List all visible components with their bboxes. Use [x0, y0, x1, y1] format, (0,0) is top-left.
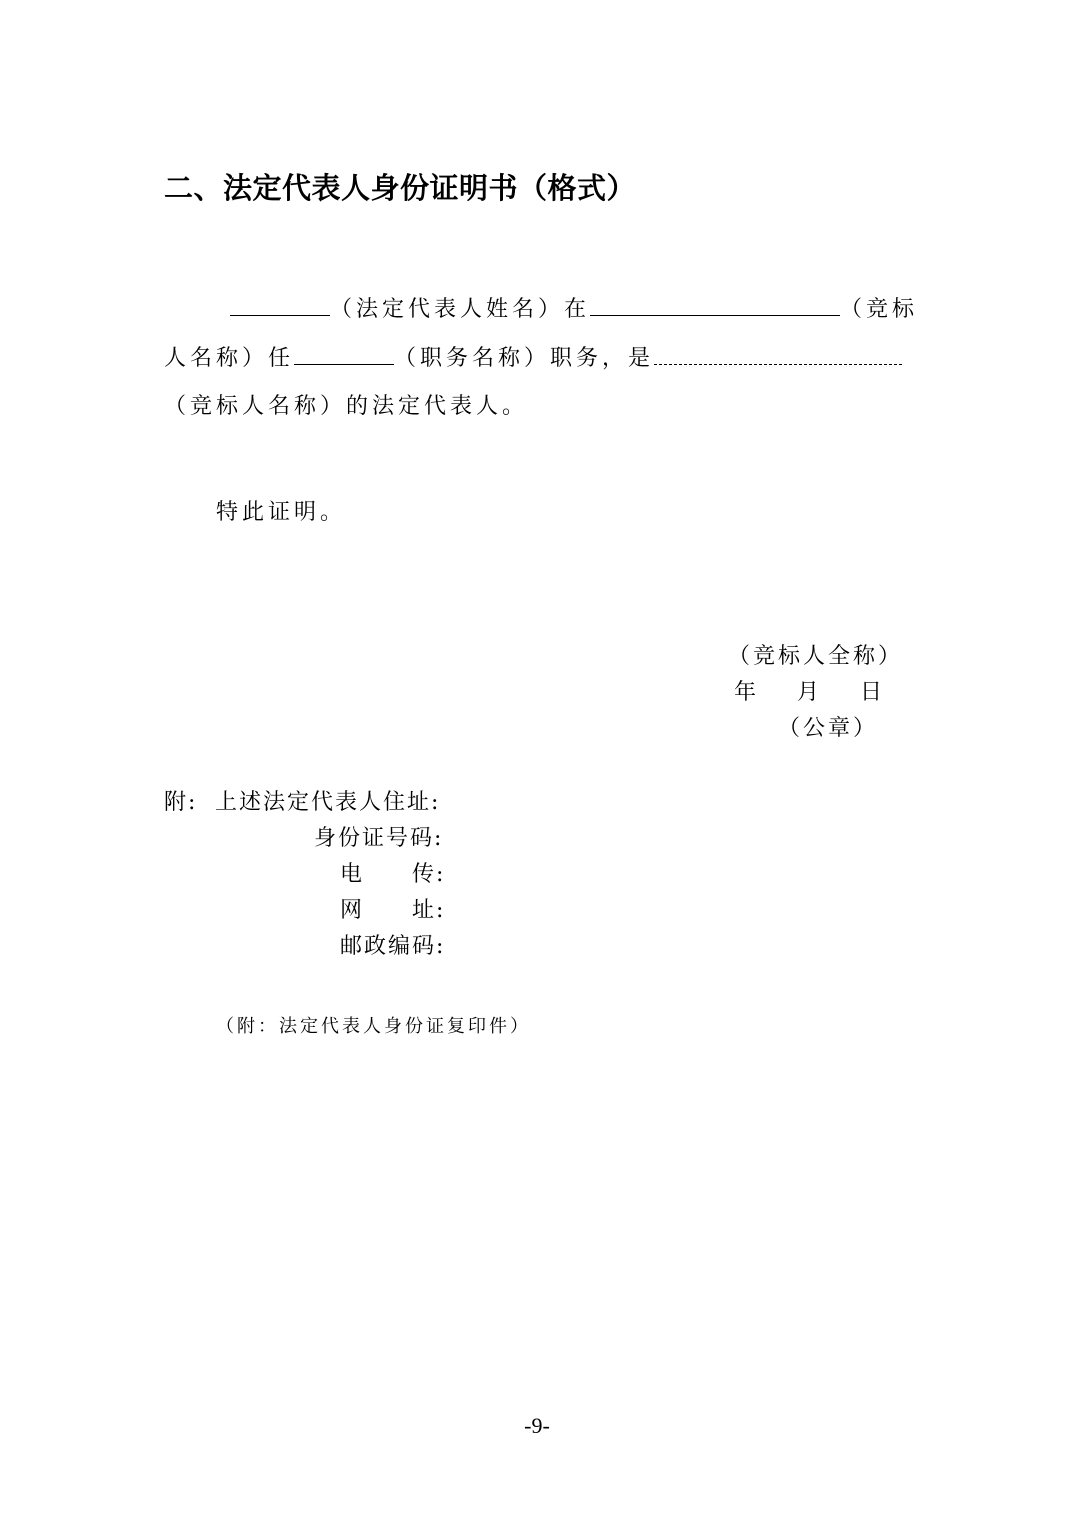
attachment-website-label: 网 址:: [340, 898, 446, 923]
id-copy-note: （附：法定代表人身份证复印件）: [216, 1016, 531, 1037]
paragraph-line-1: [230, 293, 918, 325]
bidder-label-part2: 人名称）任: [164, 346, 295, 371]
attachment-id-number-label: 身份证号码:: [314, 826, 444, 851]
page-number: -9-: [524, 1413, 550, 1438]
position-blank[interactable]: [294, 342, 394, 365]
date-month-label: 月: [797, 680, 823, 705]
paragraph-line-3: （竞标人名称）的法定代表人。: [164, 394, 529, 419]
rep-name-blank[interactable]: [230, 293, 330, 316]
bidder-name-dashed-blank[interactable]: [654, 342, 902, 365]
bidder-label-part1: （竞标: [840, 297, 919, 322]
bidder-full-name-label: （竞标人全称）: [728, 644, 904, 669]
position-label: （职务名称）职务，是: [394, 346, 655, 371]
bidder-name-blank[interactable]: [590, 293, 840, 316]
attachment-postcode-label: 邮政编码:: [340, 934, 446, 959]
seal-label: （公章）: [778, 716, 879, 741]
date-day-label: 日: [860, 680, 886, 705]
page-title: 二、法定代表人身份证明书（格式）: [164, 171, 637, 205]
attachment-prefix: 附:: [164, 790, 198, 815]
date-year-label: 年: [734, 680, 760, 705]
attachment-fax-label: 电 传:: [340, 862, 446, 887]
certify-text: 特此证明。: [216, 500, 347, 525]
rep-name-label: （法定代表人姓名）在: [330, 297, 591, 322]
attachment-address-label: 上述法定代表人住址:: [215, 790, 441, 815]
paragraph-line-2: [164, 342, 902, 374]
